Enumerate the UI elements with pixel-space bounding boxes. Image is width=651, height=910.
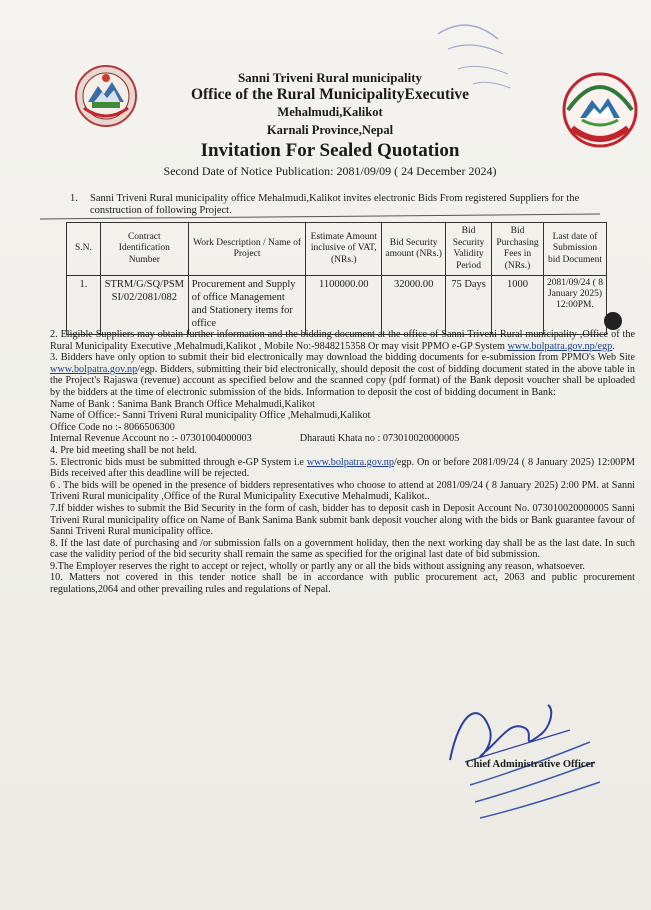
- table-header-row: [67, 223, 607, 276]
- cell-estimate: 1100000.00: [306, 276, 382, 335]
- col-header-bid-security: Bid Security amount (NRs.): [382, 223, 446, 276]
- bolpatra-link-2[interactable]: www.bolpatra.gov.np: [306, 456, 394, 468]
- item-9: 9.The Employer reserves the right to accept or reject, wholly or partly any or all the bids without assigning any reason, whatsoever.: [50, 560, 585, 572]
- municipality-logo-icon: [556, 70, 644, 154]
- cell-description: Procurement and Supply of office Management and Stationery items for office: [188, 276, 306, 335]
- item-1-number: 1.: [70, 193, 78, 204]
- cell-fees: 1000: [492, 276, 544, 335]
- item-10: 10. Matters not covered in this tender notice shall be in accordance with public procurement act, 2063 and public procurement regulations,2064 and other prevailing rules and regulations of Nepal.: [50, 572, 635, 596]
- item-7: 7.If bidder wishes to submit the Bid Security in the form of cash, bidder has to deposit cash in Deposit Account No. 073010020000005 Sanni Triveni Rural municipality office on Name of Bank Sanima Bank submit bank deposit voucher along with the bids or Bank guarantee favour of Sanni Triveni Rural municipality office.: [50, 502, 635, 538]
- item-2: [50, 329, 635, 352]
- dharauti-account: Dharauti Khata no : 073010020000005: [299, 433, 460, 445]
- item-3-rest: /egp. Bidders, submitting their bid electronically, should deposit the cost of bidding document stated in the above table in the Project's Rajaswa (revenue) account as specified below and the scanned copy (pdf format) of the Bank deposit voucher shall be uploaded by the bidders at the time of electronic submission of the bids. Information to deposit the cost of bidding document in Bank:: [50, 363, 635, 398]
- col-header-sn: S.N.: [67, 223, 101, 276]
- office-code: Office Code no :- 8066506300: [50, 421, 175, 433]
- office-name-line: Name of Office:- Sanni Triveni Rural municipality Office ,Mehalmudi,Kalikot: [50, 410, 371, 422]
- revenue-account: Internal Revenue Account no :- 07301004000003: [50, 433, 252, 445]
- cell-last-date: 2081/09/24 ( 8 January 2025) 12:00PM.: [543, 276, 606, 335]
- item-6: 6 . The bids will be opened in the presence of bidders representatives who choose to attend at 2081/09/24 ( 8 January 2025) 2:00 PM. at Sanni Triveni Rural municipality ,Office of the Rural Municipality Executive Mehalmudi, Kalikot..: [50, 479, 635, 503]
- col-header-contract-id: Contract Identification Number: [100, 223, 188, 276]
- item-5-rest: /egp. On or before 2081/09/24 ( 8 January 2025) 12:00PM Bids received after this deadline will be rejected.: [50, 456, 635, 480]
- office-location: Mehalmudi,Kalikot: [277, 105, 383, 119]
- item-2-text: 2. Eligible Suppliers may obtain further information and the bidding document at the office of Sanni Triveni Rural municipality ,Office of the Rural Municipality Executive ,Mehalmudi,Kalikot , Mobile No:-9848215358 Or may visit PPMO e-GP System: [50, 329, 635, 352]
- quotation-table: [66, 222, 607, 335]
- account-line: [50, 433, 635, 445]
- item-1-text: Sanni Triveni Rural municipality office Mehalmudi,Kalikot invites electronic Bids From registered Suppliers for the construction of following Project.: [90, 193, 580, 216]
- cell-bid-security: 32000.00: [382, 276, 446, 335]
- signatory-title: Chief Administrative Officer: [466, 759, 595, 770]
- publication-date: Second Date of Notice Publication: 2081/09/09 ( 24 December 2024): [163, 164, 497, 178]
- cell-validity: 75 Days: [446, 276, 492, 335]
- province-name: Karnali Province,Nepal: [266, 123, 394, 137]
- item-4: 4. Pre bid meeting shall be not held.: [50, 444, 197, 456]
- item-3-text: 3. Bidders have only option to submit their bid electronically may download the bidding documents for e-submission from PPMO's Web Site: [50, 352, 635, 364]
- col-header-fees: Bid Purchasing Fees in (NRs.): [492, 223, 544, 276]
- notice-title: Invitation For Sealed Quotation: [200, 140, 460, 161]
- bolpatra-link[interactable]: www.bolpatra.gov.np: [50, 363, 138, 375]
- municipality-name: Sanni Triveni Rural municipality: [237, 70, 423, 85]
- egp-link[interactable]: www.bolpatra.gov.np/egp: [507, 340, 613, 352]
- col-header-last-date: Last date of Submission bid Document: [543, 223, 606, 276]
- col-header-validity: Bid Security Validity Period: [446, 223, 492, 276]
- item-8: 8. If the last date of purchasing and /or submission falls on a government holiday, then the next working day shall be as the last date. In such case the validity period of the bid security shall remain the same as specified for the original last date of bid submission.: [50, 537, 635, 561]
- table-row: [67, 276, 607, 335]
- item-5-text: 5. Electronic bids must be submitted through e-GP System i.e: [50, 456, 307, 468]
- item-3: [50, 352, 635, 398]
- item-5: [50, 457, 635, 480]
- col-header-description: Work Description / Name of Project: [188, 223, 306, 276]
- col-header-estimate: Estimate Amount inclusive of VAT, (NRs.): [306, 223, 382, 276]
- cell-sn: 1.: [67, 276, 101, 335]
- office-name: Office of the Rural MunicipalityExecutive: [190, 86, 470, 103]
- notice-body: [50, 329, 635, 596]
- letterhead: [150, 70, 510, 140]
- nepal-emblem-icon: [74, 64, 138, 128]
- item-2-end: .: [612, 340, 615, 352]
- cell-contract-id: STRM/G/SQ/PSMSI/02/2081/082: [100, 276, 188, 335]
- bank-name: Name of Bank : Sanima Bank Branch Office Mehalmudi,Kalikot: [50, 398, 315, 410]
- ink-dot: [604, 312, 622, 330]
